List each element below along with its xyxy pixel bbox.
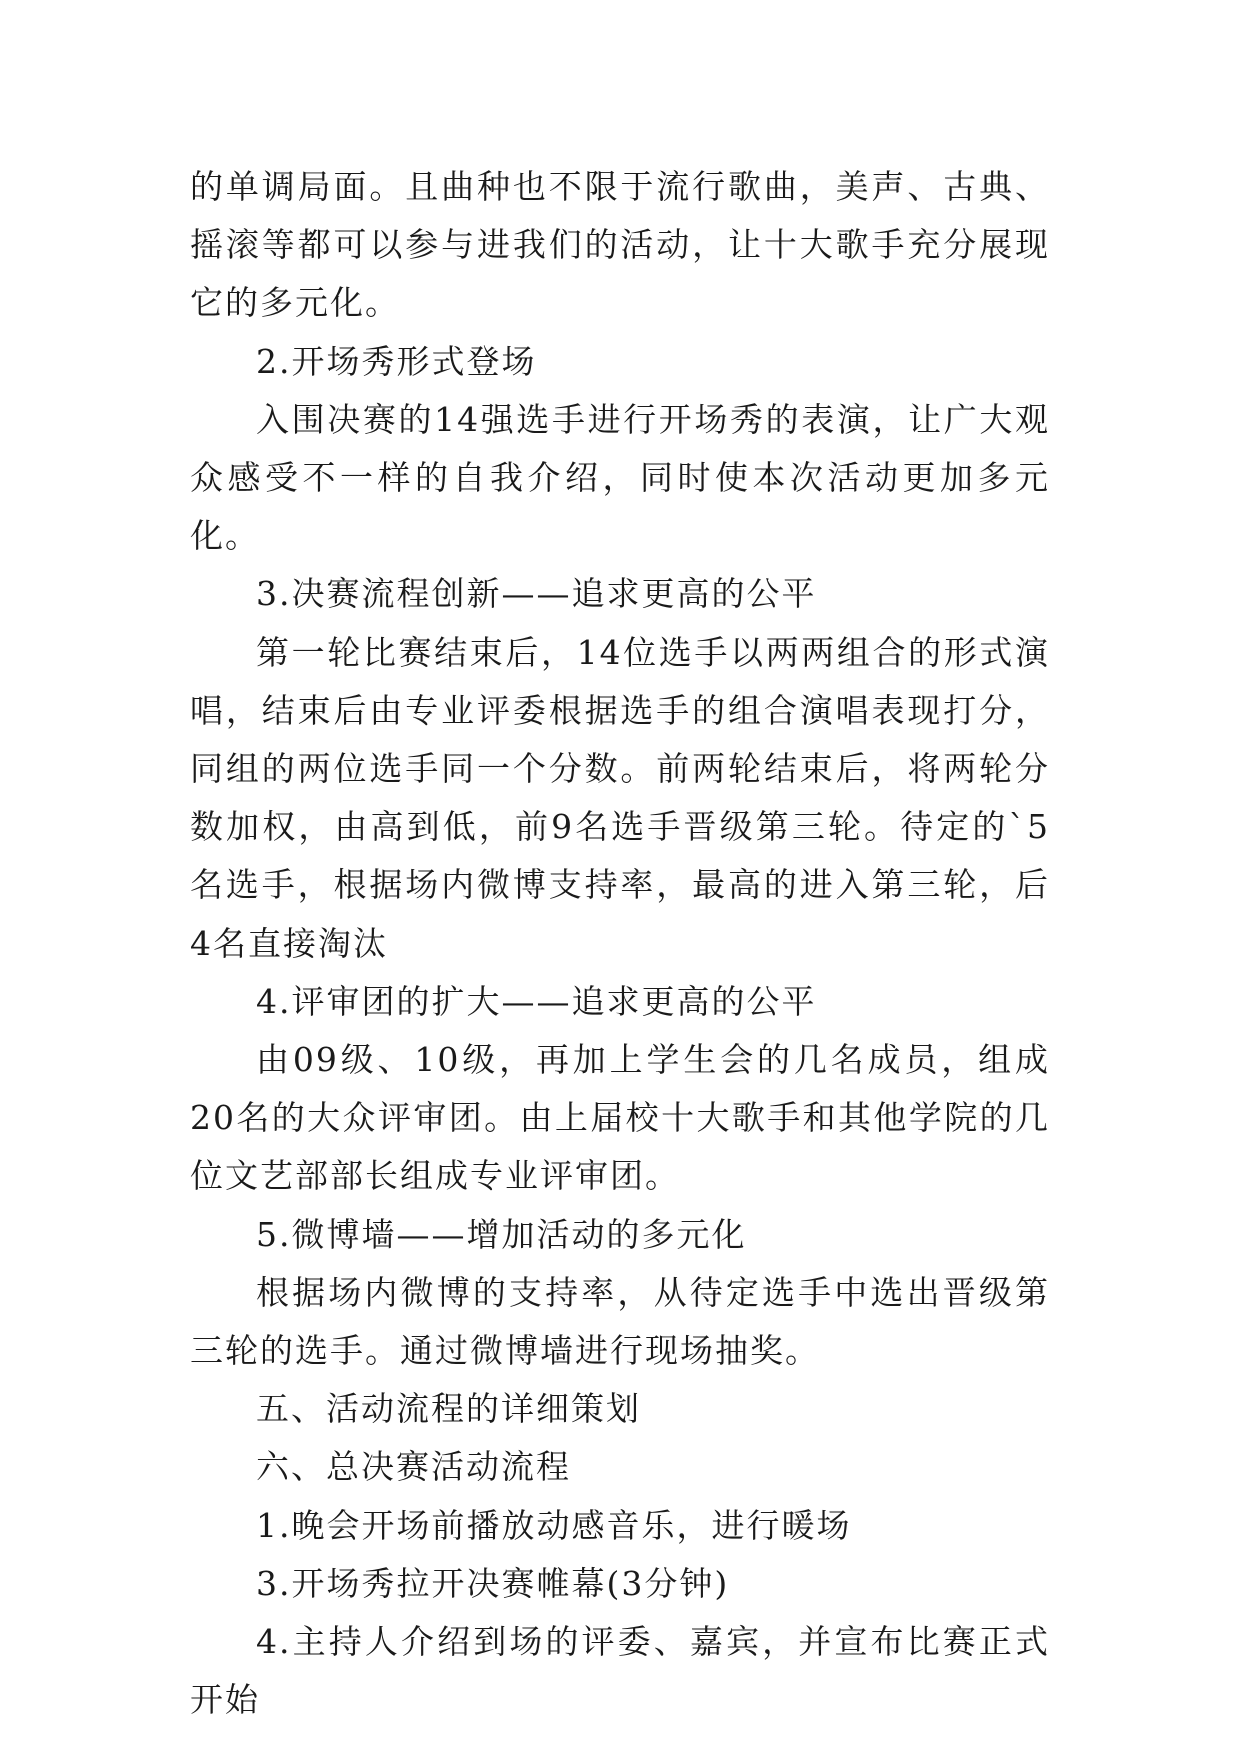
heading-weibo-wall: 5.微博墙——增加活动的多元化: [256, 1214, 747, 1254]
document-body: [190, 158, 1050, 1729]
paragraph-final-process: 第一轮比赛结束后，14位选手以两两组合的形式演唱，结束后由专业评委根据选手的组合演唱表现打分，同组的两位选手同一个分数。前两轮结束后，将两轮分数加权，由高到低，前9名选手晋级第三轮。待定的`5名选手，根据场内微博支持率，最高的进入第三轮，后4名直接淘汰: [190, 632, 1050, 963]
paragraph-opening-show: 入围决赛的14强选手进行开场秀的表演，让广大观众感受不一样的自我介绍，同时使本次活动更加多元化。: [190, 399, 1050, 556]
list-item-3: 3.开场秀拉开决赛帷幕(3分钟): [256, 1563, 730, 1603]
heading-jury-expansion: 4.评审团的扩大——追求更高的公平: [256, 981, 817, 1021]
heading-opening-show: 2.开场秀形式登场: [256, 341, 537, 381]
paragraph-jury-expansion: 由09级、10级，再加上学生会的几名成员，组成20名的大众评审团。由上届校十大歌手和其他学院的几位文艺部部长组成专业评审团。: [190, 1040, 1050, 1196]
paragraph-weibo-wall: 根据场内微博的支持率，从待定选手中选出晋级第三轮的选手。通过微博墙进行现场抽奖。: [190, 1272, 1050, 1371]
section-heading-five: 五、活动流程的详细策划: [256, 1389, 641, 1429]
list-item-1: 1.晚会开场前播放动感音乐，进行暖场: [256, 1505, 852, 1545]
paragraph-intro-continuation: 的单调局面。且曲种也不限于流行歌曲，美声、古典、摇滚等都可以参与进我们的活动，让十大歌手充分展现它的多元化。: [190, 167, 1050, 323]
section-heading-six: 六、总决赛活动流程: [256, 1447, 571, 1487]
heading-final-process: 3.决赛流程创新——追求更高的公平: [256, 574, 817, 614]
list-item-4: 4.主持人介绍到场的评委、嘉宾，并宣布比赛正式开始: [190, 1622, 1050, 1720]
